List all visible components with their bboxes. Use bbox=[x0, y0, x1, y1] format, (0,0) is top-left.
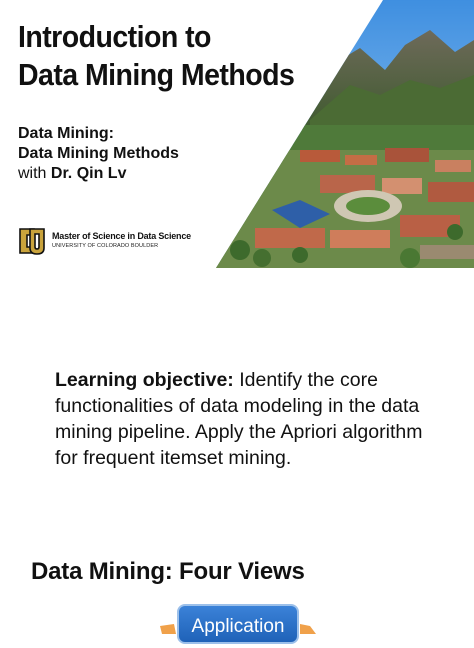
application-box: Application bbox=[177, 604, 299, 644]
subtitle-line-2: Data Mining Methods bbox=[18, 145, 179, 162]
title-slide bbox=[0, 0, 474, 268]
slide-title bbox=[18, 18, 294, 94]
objective-label: Learning objective: bbox=[55, 369, 234, 391]
title-line-1: Introduction to bbox=[18, 19, 211, 54]
with-text: with bbox=[18, 165, 51, 182]
logo-university-name: UNIVERSITY OF COLORADO BOULDER bbox=[52, 243, 159, 249]
arrow-right-icon bbox=[300, 624, 316, 634]
logo-program-name: Master of Science in Data Science bbox=[52, 231, 191, 241]
learning-objective bbox=[55, 367, 427, 471]
university-logo bbox=[18, 226, 191, 256]
objective-text: Identify the core functionalities of data modeling in the data mining pipeline. Apply the Apriori algorithm for frequent itemset mining. bbox=[55, 369, 423, 469]
cu-logo-icon bbox=[18, 226, 46, 256]
arrow-left-icon bbox=[160, 624, 176, 634]
logo-text-group bbox=[52, 231, 191, 251]
instructor-name: Dr. Qin Lv bbox=[50, 165, 127, 182]
slide-subtitle bbox=[18, 124, 179, 184]
four-views-title: Data Mining: Four Views bbox=[31, 558, 305, 585]
title-line-2: Data Mining Methods bbox=[18, 57, 295, 92]
instructor-line bbox=[18, 165, 126, 182]
subtitle-line-1: Data Mining: bbox=[18, 125, 114, 142]
